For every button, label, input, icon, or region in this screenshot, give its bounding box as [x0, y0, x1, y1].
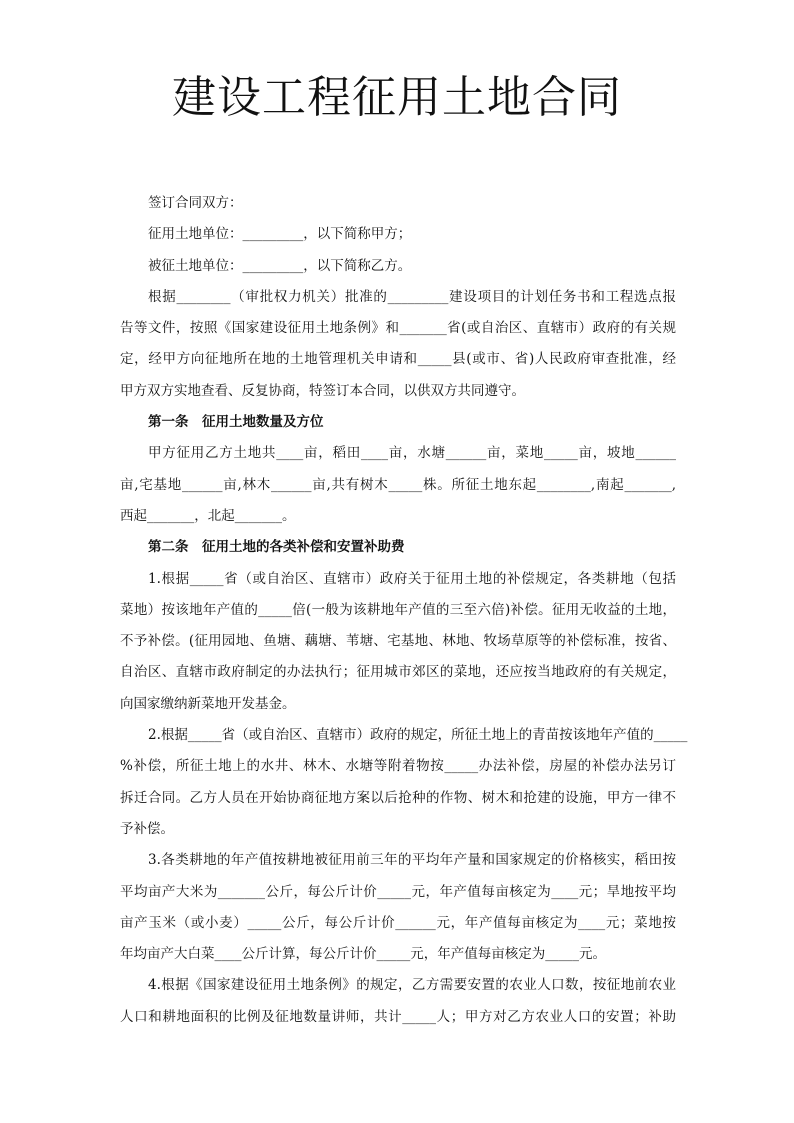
text-line: 自治区、直辖市政府制定的办法执行；征用城市郊区的菜地，还应按当地政府的有关规定，: [120, 664, 676, 681]
text-line: 甲方征用乙方土地共____亩，稻田____亩，水塘______亩，菜地_____亩，坡地______: [148, 445, 676, 462]
text-line: 拆迁合同。乙方人员在开始协商征地方案以后抢种的作物、树木和抢建的设施，甲方一律不: [120, 789, 676, 806]
text-line: 予补偿。: [120, 820, 174, 837]
text-line: %补偿，所征土地上的水井、林木、水塘等附着物按_____办法补偿，房屋的补偿办法另订: [120, 758, 676, 775]
text-line: 西起_______，北起_______。: [120, 507, 296, 524]
text-line: 被征土地单位：_________，以下简称乙方。: [148, 257, 412, 274]
text-line: 4.根据《国家建设征用土地条例》的规定，乙方需要安置的农业人口数，按征地前农业: [148, 977, 676, 994]
text-line: 根据________（审批权力机关）批准的_________建设项目的计划任务书和工程选点报: [148, 288, 676, 305]
article-heading: 第一条 征用土地数量及方位: [148, 414, 324, 431]
text-line: 签订合同双方：: [148, 195, 243, 211]
text-line: 告等文件，按照《国家建设征用土地条例》和_______省(或自治区、直辖市）政府的有关规: [120, 320, 676, 337]
text-line: 年均亩产大白菜____公斤计算，每公斤计价_____元，年产值每亩核定为_____元。: [120, 946, 606, 963]
text-line: 亩产玉米（或小麦）_____公斤，每公斤计价______元，年产值每亩核定为____元；菜地按: [120, 914, 676, 931]
text-line: 人口和耕地面积的比例及征地数量讲师，共计_____人；甲方对乙方农业人口的安置；补助: [120, 1008, 676, 1025]
text-line: 亩,宅基地______亩,林木______亩,共有树木_____株。所征土地东起________,南起_______,: [120, 476, 676, 493]
text-line: 3.各类耕地的年产值按耕地被征用前三年的平均年产量和国家规定的价格核实，稻田按: [148, 852, 676, 869]
document-title: 建设工程征用土地合同: [172, 72, 622, 123]
text-line: 甲方双方实地查看、反复协商，特签订本合同，以供双方共同遵守。: [120, 382, 525, 399]
text-line: 向国家缴纳新菜地开发基金。: [120, 695, 296, 712]
text-line: 征用土地单位：_________，以下简称甲方；: [148, 226, 412, 243]
article-heading: 第二条 征用土地的各类补偿和安置补助费: [148, 539, 405, 556]
text-line: 不予补偿。(征用园地、鱼塘、藕塘、苇塘、宅基地、林地、牧场草原等的补偿标准，按省、: [120, 633, 676, 650]
text-line: 平均亩产大米为_______公斤，每公斤计价_____元，年产值每亩核定为____元；旱地按平均: [120, 883, 676, 900]
text-line: 菜地）按该地年产值的_____倍(一般为该耕地年产值的三至六倍)补偿。征用无收益的土地，: [120, 601, 676, 618]
text-line: 定，经甲方向征地所在地的土地管理机关申请和_____县(或市、省)人民政府审查批准，经: [120, 351, 676, 368]
text-line: 2.根据_____省（或自治区、直辖市）政府的规定，所征土地上的青苗按该地年产值的_____: [148, 727, 688, 744]
text-line: 1.根据_____省（或自治区、直辖市）政府关于征用土地的补偿规定，各类耕地（包括: [148, 570, 676, 587]
contract-body: [120, 188, 688, 1033]
